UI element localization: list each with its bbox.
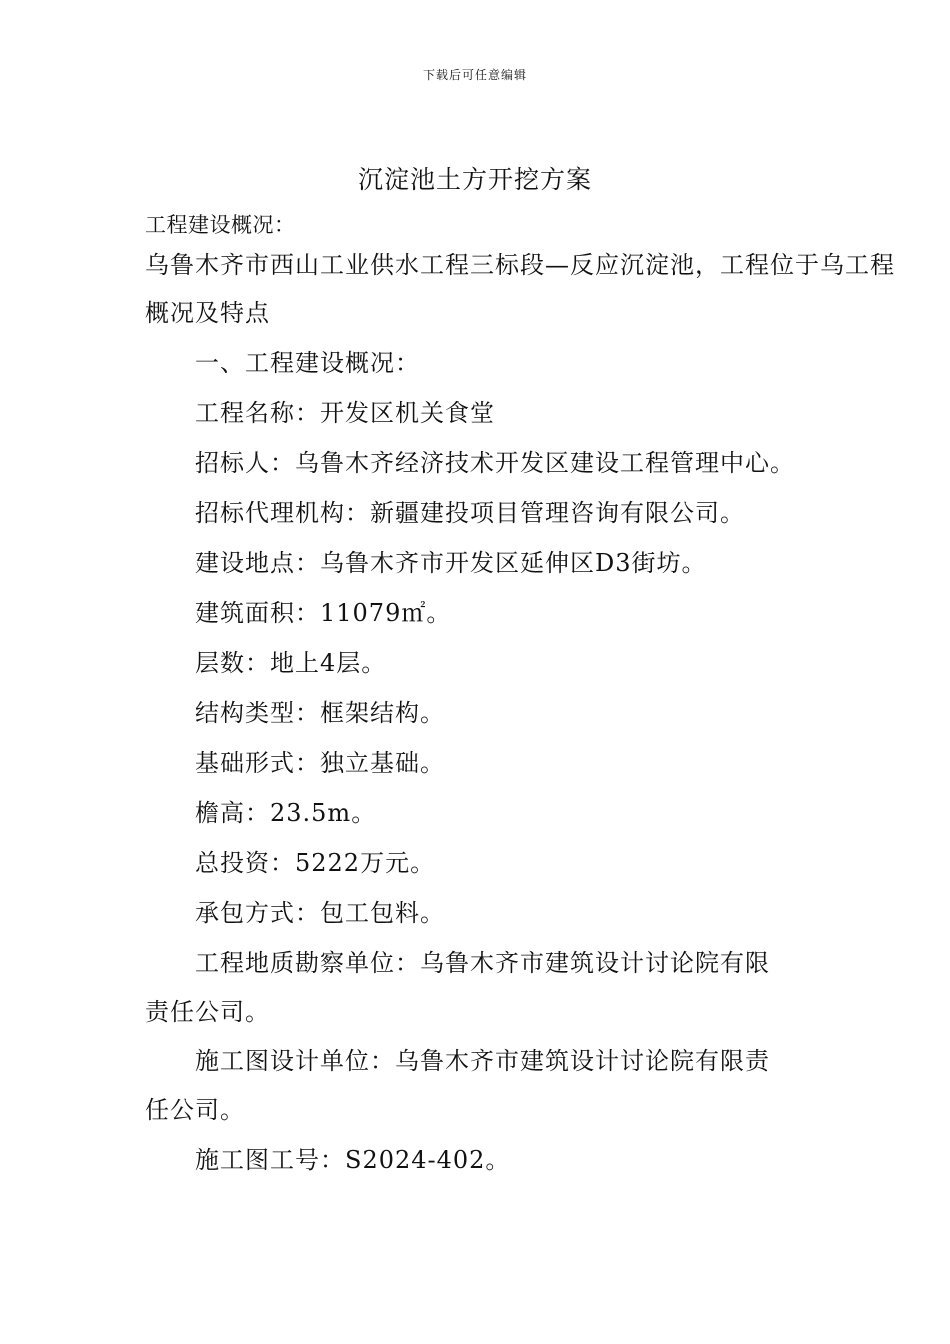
intro-label: 工程建设概况：: [145, 213, 296, 237]
sub-heading: 一、工程建设概况：: [195, 349, 420, 377]
document-title: 沉淀池土方开挖方案: [357, 165, 592, 194]
item-location: 建设地点：乌鲁木齐市开发区延伸区D3街坊。: [195, 549, 707, 577]
section-heading: 概况及特点: [145, 299, 270, 327]
header-note: 下载后可任意编辑: [422, 68, 527, 82]
item-foundation: 基础形式：独立基础。: [195, 749, 445, 777]
item-floors: 层数：地上4层。: [195, 649, 387, 677]
item-survey-unit-cont: 责任公司。: [145, 998, 270, 1026]
item-drawing-no: 施工图工号：S2024-402。: [195, 1146, 511, 1174]
item-structure: 结构类型：框架结构。: [195, 699, 445, 727]
item-area: 建筑面积：11079㎡。: [195, 599, 452, 627]
item-tenderer: 招标人：乌鲁木齐经济技术开发区建设工程管理中心。: [195, 449, 795, 477]
item-investment: 总投资：5222万元。: [195, 849, 436, 877]
item-contract-mode: 承包方式：包工包料。: [195, 899, 445, 927]
item-agency: 招标代理机构：新疆建投项目管理咨询有限公司。: [195, 499, 745, 527]
item-eave-height: 檐高：23.5m。: [195, 799, 377, 827]
item-survey-unit: 工程地质勘察单位：乌鲁木齐市建筑设计讨论院有限: [195, 949, 770, 977]
intro-text: 乌鲁木齐市西山工业供水工程三标段—反应沉淀池，工程位于乌工程: [145, 251, 895, 279]
item-design-unit-cont: 任公司。: [145, 1096, 245, 1124]
item-project-name: 工程名称：开发区机关食堂: [195, 399, 495, 427]
item-design-unit: 施工图设计单位：乌鲁木齐市建筑设计讨论院有限责: [195, 1047, 770, 1075]
